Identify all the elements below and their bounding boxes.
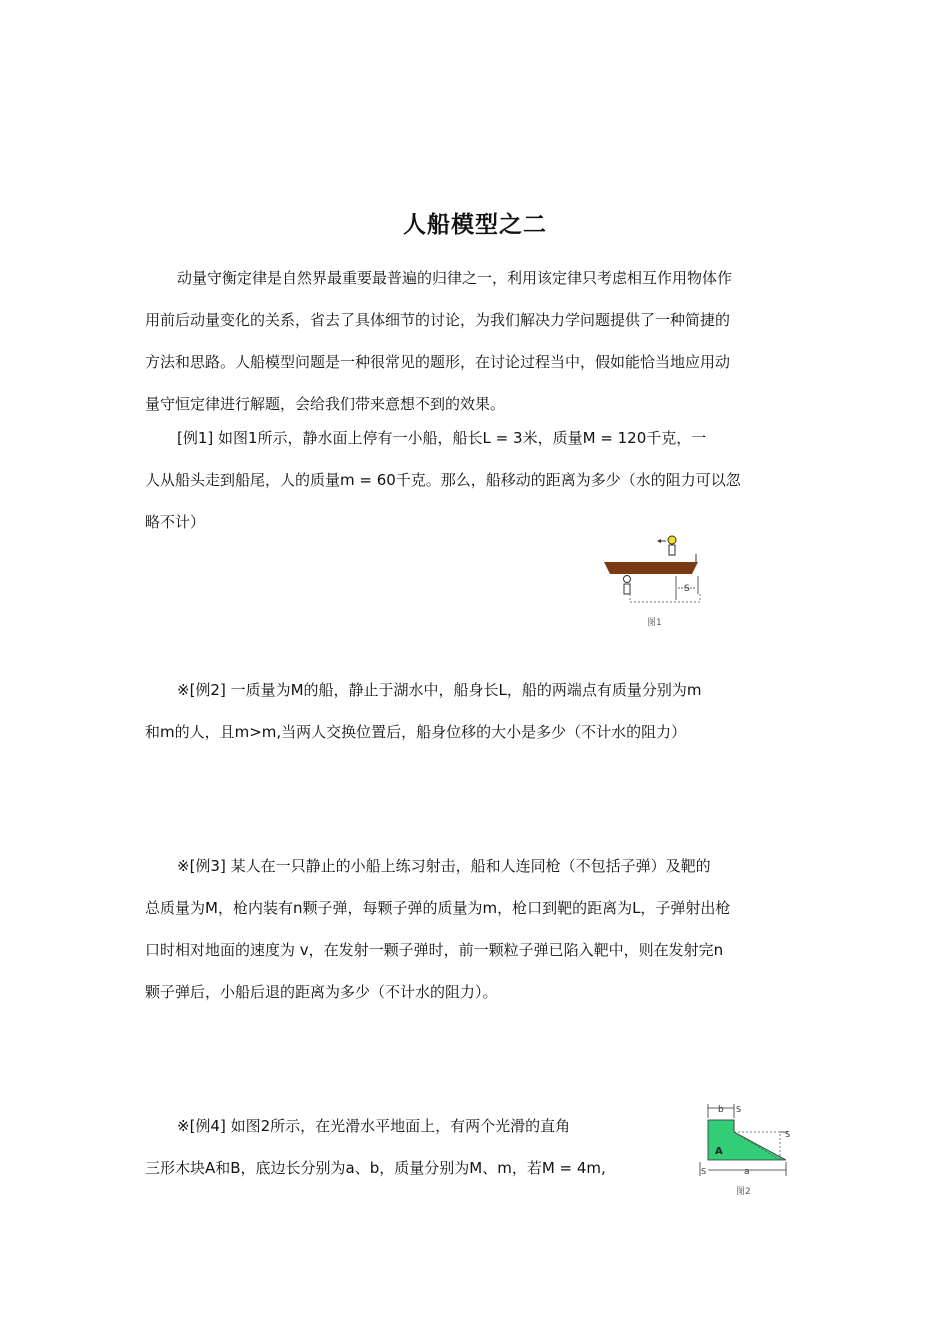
intro-line-1: 动量守衡定律是自然界最重要最普遍的归律之一，利用该定律只考虑相互作用物体作 — [177, 269, 733, 287]
figure-2-wedge-diagram — [690, 1102, 800, 1202]
figure-1-boat-diagram — [600, 532, 710, 632]
figure2-s-right-label: S — [785, 1130, 791, 1139]
example4-line-1: ※[例4] 如图2所示，在光滑水平地面上，有两个光滑的直角 — [177, 1117, 571, 1135]
figure2-b-label: b — [718, 1105, 724, 1115]
figure1-caption: 图1 — [647, 618, 662, 628]
page-title: 人船模型之二 — [403, 212, 547, 238]
intro-line-2: 用前后动量变化的关系，省去了具体细节的讨论，为我们解决力学问题提供了一种简捷的 — [145, 311, 731, 329]
example1-line-1: [例1] 如图1所示，静水面上停有一小船，船长L = 3米，质量M = 120千克，一 — [177, 429, 707, 447]
example3-line-1: ※[例3] 某人在一只静止的小船上练习射击，船和人连同枪（不包括子弹）及靶的 — [177, 857, 711, 875]
example3-line-3: 口时相对地面的速度为 v，在发射一颗子弹时，前一颗粒子弹已陷入靶中，则在发射完n — [145, 941, 724, 959]
figure2-s-top-label: S — [736, 1105, 742, 1114]
figure2-a-label: a — [744, 1167, 750, 1177]
figure1-s-label: S — [684, 584, 690, 594]
figure2-A-label: A — [715, 1146, 723, 1157]
example2-line-1: ※[例2] 一质量为M的船，静止于湖水中，船身长L，船的两端点有质量分别为m — [177, 681, 702, 699]
intro-line-3: 方法和思路。人船模型问题是一种很常见的题形，在讨论过程当中，假如能恰当地应用动 — [145, 353, 731, 371]
boat-hull — [604, 562, 698, 574]
person-head-icon — [668, 536, 676, 544]
example1-line-2: 人从船头走到船尾，人的质量m = 60千克。那么，船移动的距离为多少（水的阻力可以忽 — [145, 471, 741, 489]
example2-line-2: 和m的人，且m>m,当两人交换位置后，船身位移的大小是多少（不计水的阻力） — [145, 723, 687, 741]
person-body — [669, 545, 675, 555]
person-ghost-body — [624, 584, 630, 594]
example1-line-3: 略不计） — [145, 513, 206, 531]
boat-ghost-outline — [630, 594, 700, 602]
figure2-caption: 图2 — [736, 1187, 751, 1197]
person-ghost-head — [624, 576, 631, 583]
example4-line-2: 三形木块A和B，底边长分别为a、b，质量分别为M、m，若M = 4m, — [145, 1159, 606, 1177]
example3-line-2: 总质量为M，枪内装有n颗子弹，每颗子弹的质量为m，枪口到靶的距离为L，子弹射出枪 — [145, 899, 731, 917]
figure2-s-bottom-label: S — [701, 1167, 707, 1176]
example3-line-4: 颗子弹后，小船后退的距离为多少（不计水的阻力）。 — [145, 983, 498, 1001]
intro-line-4: 量守恒定律进行解题，会给我们带来意想不到的效果。 — [145, 395, 506, 413]
